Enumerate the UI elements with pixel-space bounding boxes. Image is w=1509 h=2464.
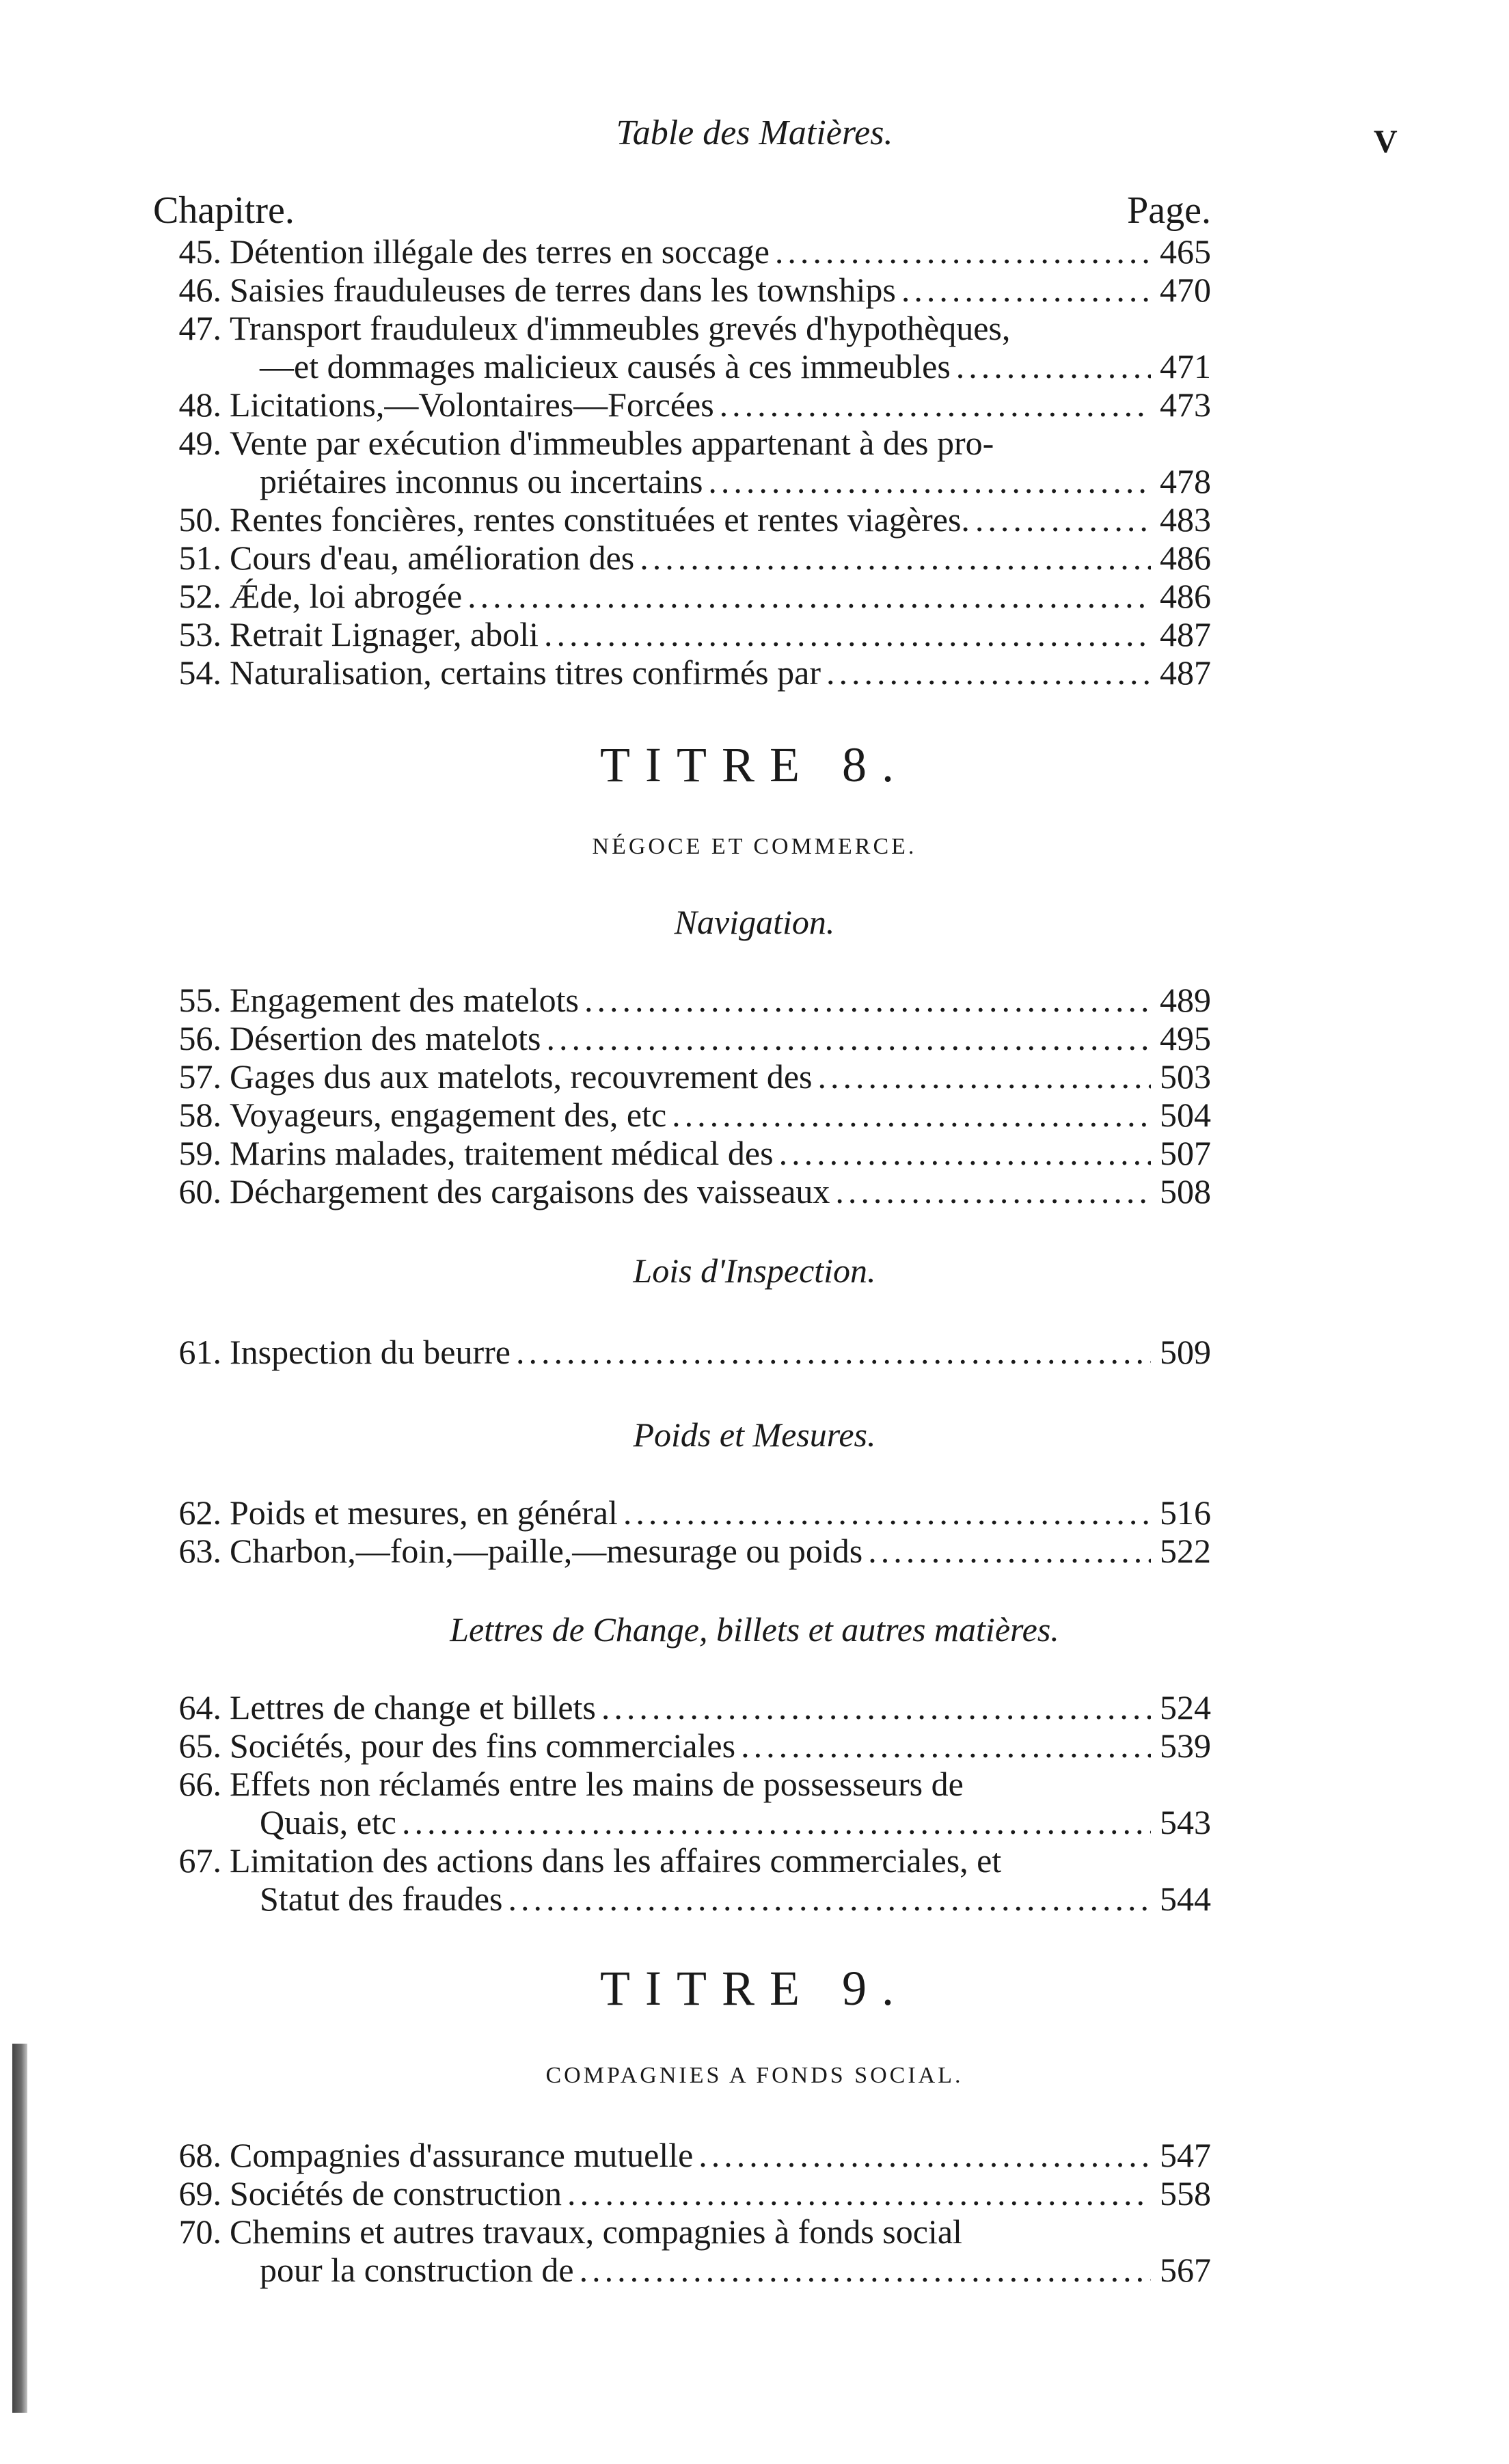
chapter-number: 69. (178, 2174, 221, 2212)
entry-title: Naturalisation, certains titres confirmés par (230, 653, 821, 692)
page-ref: 486 (1160, 539, 1211, 577)
chapter-number: 56. (178, 1019, 221, 1057)
dot-leader (546, 1019, 1151, 1057)
dot-leader (623, 1493, 1151, 1532)
dot-leader (956, 347, 1151, 385)
entry-title: Chemins et autres travaux, compagnies à fonds social (230, 2212, 962, 2251)
toc-entry (153, 1841, 1211, 1918)
dot-leader (901, 271, 1151, 309)
entry-title: Quais, etc (260, 1803, 396, 1841)
entry-line (260, 462, 1211, 500)
toc-entry (153, 1765, 1211, 1841)
entry-title: Voyageurs, engagement des, etc (230, 1096, 667, 1134)
entry-title: Vente par exécution d'immeubles appartenant à des pro- (230, 424, 994, 462)
page-ref: 567 (1160, 2251, 1211, 2289)
dot-leader (779, 1134, 1151, 1172)
chapter-number: 54. (178, 653, 221, 692)
entry-title: Désertion des matelots (230, 1019, 541, 1057)
toc-entry (153, 232, 1211, 271)
toc-entry (153, 1493, 1211, 1532)
page-ref: 543 (1160, 1803, 1211, 1841)
entry-title: Licitations,—Volontaires—Forcées (230, 385, 714, 424)
page-ref: 473 (1160, 385, 1211, 424)
dot-leader (818, 1057, 1151, 1096)
entry-title: Déchargement des cargaisons des vaisseaux (230, 1172, 830, 1210)
chapter-number: 45. (178, 232, 221, 271)
entry-title: Compagnies d'assurance mutuelle (230, 2136, 694, 2174)
entry-title: Charbon,—foin,—paille,—mesurage ou poids (230, 1532, 863, 1570)
entry-line (230, 577, 1211, 615)
dot-leader (775, 232, 1151, 271)
dot-leader (672, 1096, 1151, 1134)
chapter-number: 65. (178, 1727, 221, 1765)
running-title: Table des Matières. (616, 113, 893, 152)
chapter-number: 59. (178, 1134, 221, 1172)
entry-line (260, 1880, 1211, 1918)
entry-line (230, 385, 1211, 424)
entry-title: Rentes foncières, rentes constituées et rentes viagères. (230, 500, 970, 539)
page-ref: 503 (1160, 1057, 1211, 1096)
dot-leader (868, 1532, 1151, 1570)
page-ref: 558 (1160, 2174, 1211, 2212)
page-ref: 486 (1160, 577, 1211, 615)
entry-line (230, 615, 1211, 653)
entry-title: priétaires inconnus ou incertains (260, 462, 703, 500)
page-ref: 509 (1160, 1333, 1211, 1371)
chapter-number: 68. (178, 2136, 221, 2174)
entry-line (230, 232, 1211, 271)
entry-line (230, 1688, 1211, 1727)
page-ref: 508 (1160, 1172, 1211, 1210)
toc-entry (153, 1019, 1211, 1057)
entry-title: Sociétés de construction (230, 2174, 562, 2212)
chapter-number: 47. (178, 309, 221, 347)
entry-line (230, 981, 1211, 1019)
entry-title: Sociétés, pour des fins commerciales (230, 1727, 736, 1765)
chapter-number: 46. (178, 271, 221, 309)
dot-leader (544, 615, 1151, 653)
entry-title: Ǽde, loi abrogée (230, 577, 463, 615)
entry-line (260, 1803, 1211, 1841)
dot-leader (640, 539, 1151, 577)
chapter-number: 58. (178, 1096, 221, 1134)
page-ref: 524 (1160, 1688, 1211, 1727)
toc-entry (153, 1096, 1211, 1134)
entry-line (230, 1019, 1211, 1057)
toc-entry (153, 1532, 1211, 1570)
entry-line (230, 2174, 1211, 2212)
chapter-number: 64. (178, 1688, 221, 1727)
entry-line (230, 653, 1211, 692)
entry-title: —et dommages malicieux causés à ces immeubles (260, 347, 951, 385)
page-ref: 539 (1160, 1727, 1211, 1765)
entry-line (230, 539, 1211, 577)
entry-line (230, 1493, 1211, 1532)
toc-entry (153, 539, 1211, 577)
page-ref: 483 (1160, 500, 1211, 539)
toc-entry (153, 653, 1211, 692)
chapter-number: 57. (178, 1057, 221, 1096)
entry-line (230, 1727, 1211, 1765)
dot-leader (516, 1333, 1151, 1371)
entry-title: Gages dus aux matelots, recouvrement des (230, 1057, 813, 1096)
toc-entry (153, 1172, 1211, 1210)
titre-9-subtitle: COMPAGNIES A FONDS SOCIAL. (545, 2063, 964, 2088)
toc-entry (153, 1057, 1211, 1096)
entry-title: Statut des fraudes (260, 1880, 503, 1918)
entry-title: Marins malades, traitement médical des (230, 1134, 774, 1172)
entry-title: Cours d'eau, amélioration des (230, 539, 635, 577)
page-ref: 487 (1160, 653, 1211, 692)
entry-line (230, 1841, 1211, 1880)
chapter-number: 62. (178, 1493, 221, 1532)
column-headers (153, 189, 1211, 232)
entry-title: Effets non réclamés entre les mains de possesseurs de (230, 1765, 964, 1803)
dot-leader (720, 385, 1151, 424)
chapter-number: 70. (178, 2212, 221, 2251)
chapter-number: 51. (178, 539, 221, 577)
entry-line (230, 1333, 1211, 1371)
titre-8-heading: TITRE 8. (600, 737, 909, 792)
poids-heading: Poids et Mesures. (633, 1416, 876, 1454)
toc-entry (153, 577, 1211, 615)
dot-leader (708, 462, 1151, 500)
chapter-number: 50. (178, 500, 221, 539)
toc-entry (153, 1134, 1211, 1172)
entry-line (230, 1096, 1211, 1134)
page-number: V (1374, 124, 1398, 160)
dot-leader (567, 2174, 1151, 2212)
chapter-number: 53. (178, 615, 221, 653)
page-ref: 471 (1160, 347, 1211, 385)
toc-entry (153, 500, 1211, 539)
toc-entry (153, 2174, 1211, 2212)
toc-entry (153, 271, 1211, 309)
entry-title: Limitation des actions dans les affaires commerciales, et (230, 1841, 1002, 1880)
entry-line (230, 424, 1211, 462)
entry-title: Détention illégale des terres en soccage (230, 232, 770, 271)
entry-line (230, 309, 1211, 347)
entry-title: Engagement des matelots (230, 981, 579, 1019)
toc-entry (153, 615, 1211, 653)
dot-leader (826, 653, 1151, 692)
toc-entry (153, 981, 1211, 1019)
entry-line (230, 1532, 1211, 1570)
page-ref: 504 (1160, 1096, 1211, 1134)
titre-8-subtitle: NÉGOCE ET COMMERCE. (592, 834, 917, 859)
chapter-number: 52. (178, 577, 221, 615)
page-ref: 489 (1160, 981, 1211, 1019)
toc-entry (153, 2212, 1211, 2289)
page-ref: 544 (1160, 1880, 1211, 1918)
dot-leader (975, 500, 1151, 539)
entry-title: Lettres de change et billets (230, 1688, 596, 1727)
dot-leader (467, 577, 1151, 615)
dot-leader (584, 981, 1151, 1019)
dot-leader (698, 2136, 1151, 2174)
inspection-heading: Lois d'Inspection. (633, 1251, 876, 1290)
chapter-number: 61. (178, 1333, 221, 1371)
entry-line (230, 271, 1211, 309)
entry-title: Transport frauduleux d'immeubles grevés d'hypothèques, (230, 309, 1011, 347)
entry-title: pour la construction de (260, 2251, 574, 2289)
page-edge-mark (12, 2044, 27, 2413)
entry-line (230, 1765, 1211, 1803)
chapter-number: 48. (178, 385, 221, 424)
chapter-number: 55. (178, 981, 221, 1019)
lettres-heading: Lettres de Change, billets et autres matières. (450, 1610, 1059, 1649)
page-ref: 495 (1160, 1019, 1211, 1057)
toc-entry (153, 385, 1211, 424)
page-ref: 478 (1160, 462, 1211, 500)
entry-title: Saisies frauduleuses de terres dans les townships (230, 271, 896, 309)
toc-entry (153, 424, 1211, 500)
page-column-label: Page. (1127, 189, 1211, 232)
page-ref: 507 (1160, 1134, 1211, 1172)
dot-leader (601, 1688, 1151, 1727)
entry-line (260, 347, 1211, 385)
chapter-number: 67. (178, 1841, 221, 1880)
entry-line (230, 2136, 1211, 2174)
chapter-column-label: Chapitre. (153, 189, 295, 232)
page-ref: 547 (1160, 2136, 1211, 2174)
dot-leader (402, 1803, 1151, 1841)
page-ref: 522 (1160, 1532, 1211, 1570)
page-ref: 470 (1160, 271, 1211, 309)
navigation-heading: Navigation. (674, 903, 835, 941)
toc-entry (153, 309, 1211, 385)
entry-title: Inspection du beurre (230, 1333, 511, 1371)
chapter-number: 66. (178, 1765, 221, 1803)
toc-entry (153, 1688, 1211, 1727)
dot-leader (835, 1172, 1151, 1210)
titre-9-heading: TITRE 9. (600, 1961, 909, 2016)
page-ref: 465 (1160, 232, 1211, 271)
page-ref: 487 (1160, 615, 1211, 653)
toc-entry (153, 1333, 1211, 1371)
entry-line (230, 500, 1211, 539)
entry-line (230, 1172, 1211, 1210)
chapter-number: 63. (178, 1532, 221, 1570)
page-ref: 516 (1160, 1493, 1211, 1532)
entry-line (260, 2251, 1211, 2289)
dot-leader (741, 1727, 1151, 1765)
dot-leader (580, 2251, 1151, 2289)
entry-title: Poids et mesures, en général (230, 1493, 618, 1532)
entry-line (230, 1057, 1211, 1096)
toc-entry (153, 1727, 1211, 1765)
chapter-number: 60. (178, 1172, 221, 1210)
entry-line (230, 2212, 1211, 2251)
dot-leader (508, 1880, 1151, 1918)
chapter-number: 49. (178, 424, 221, 462)
entry-line (230, 1134, 1211, 1172)
entry-title: Retrait Lignager, aboli (230, 615, 539, 653)
toc-entry (153, 2136, 1211, 2174)
